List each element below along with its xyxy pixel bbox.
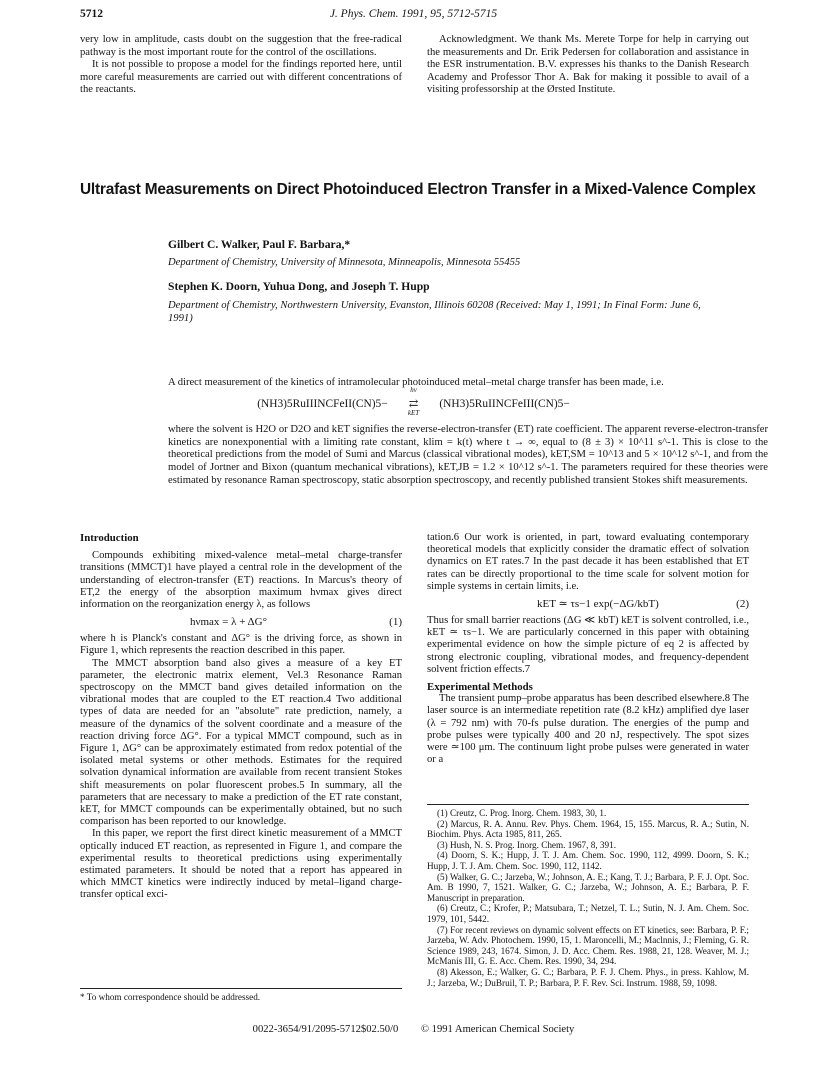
arrow-label-hv: hν — [410, 386, 417, 394]
intro-paragraph-2: where h is Planck's constant and ΔG° is the driving force, as shown in Figure 1, which represents the reaction described in this paper. — [80, 633, 402, 657]
arrow-glyph: ⇄ — [408, 398, 419, 410]
footnote-rule — [80, 988, 402, 989]
reference-item: (3) Hush, N. S. Prog. Inorg. Chem. 1967, 8, 391. — [437, 839, 616, 850]
acknowledgment: Acknowledgment. We thank Ms. Merete Torpe for help in carrying out the measurements and Dr. Erik Pedersen for collaboration and assistance in the ESR instrumentation. B.V. expresses his thanks to the Danish Research Academy and Professor Thor A. Bak for making it possible to avail of a visiting professorship at the Ørsted Institute. — [427, 34, 749, 96]
reference-item: (8) Akesson, E.; Walker, G. C.; Barbara, P. F. J. Chem. Phys., in press. Kahlow, M. J.; Jarzeba, W.; DuBruil, T. P.; Barbara, P. F. Rev. Sci. Instrum. 1988, 59, 1098. — [427, 966, 749, 988]
left-column — [80, 532, 402, 902]
prev-article-paragraph: very low in amplitude, casts doubt on the suggestion that the free-radical pathway is the most important route for the control of the oscillations. — [80, 34, 402, 58]
intro-paragraph-3: The MMCT absorption band also gives a measure of a key ET parameter, the electronic matrix element, Vel.3 Resonance Raman spectroscopy on the MMCT band gives detailed information on the vibrational modes that are coupled to the ET reaction.4 Two additional types of data are needed for an "absolute" rate prediction, namely, a measure of the dynamics of the solvent coordinate and a measure of the reaction driving force ΔG°. For a typical MMCT compound, such as in Figure 1, ΔG° can be approximately estimated from redox potential of the isolated metal systems or other methods. Estimates for the required solvation dynamical information are available from recent transient Stokes shift measurements on polar fluorescent probes.5 In summary, all the parameters that are necessary to make a prediction of the ET rate constant, kET, for MMCT compounds can be experimentally obtained, but no such comparison has been reported to our knowledge. — [80, 657, 402, 828]
footer-copyright: © 1991 American Chemical Society — [420, 1024, 575, 1035]
prev-article-left-column — [80, 34, 402, 97]
reference-item: (4) Doorn, S. K.; Hupp, J. T. J. Am. Chem. Soc. 1990, 112, 4999. Doorn, S. K.; Hupp, J. T. J. Am. Chem. Soc. 1990, 112, 1142. — [427, 850, 749, 871]
right-paragraph-2: Thus for small barrier reactions (ΔG ≪ kbT) kET is solvent controlled, i.e., kET ≃ τs−1. We are particularly concerned in this paper with obtaining experimental evidence on how the simple picture of eq 2 is affected by strong electronic coupling, vibrational modes, and frequency-dependent solvent friction effects.7 — [427, 615, 749, 675]
abstract-first-line: A direct measurement of the kinetics of intramolecular photoinduced metal–metal charge transfer has been made, i.e. — [168, 377, 664, 388]
reaction-right: (NH3)5RuIINCFeIII(CN)5− — [439, 398, 570, 410]
right-paragraph-1: tation.6 Our work is oriented, in part, toward evaluating contemporary theoretical models that explicitly consider the dramatic effect of solvation dynamics on ET rates.7 In the past decade it has been established that ET rates can be directly proportional to the time scale for solvent motion for simple systems in certain limits, i.e. — [427, 532, 749, 592]
reference-item: (7) For recent reviews on dynamic solvent effects on ET kinetics, see: Barbara, P. F.; Jarzeba, W. Adv. Photochem. 1990, 15, 1. Maroncelli, M.; Maclnnis, J.; Fleming, G. R. Science 1989, 243, 1674. Simon, J. D. Acc. Chem. Res. 1988, 21, 128. Weaver, M. J.; McManis III, G. E. Acc. Chem. Res. 1990, 34, 294. — [427, 924, 749, 967]
reference-item: (6) Creutz, C.; Krofer, P.; Matsubara, T.; Netzel, T. L.; Sutin, N. J. Am. Chem. Soc. 1979, 101, 5442. — [427, 903, 749, 924]
page-number: 5712 — [80, 8, 103, 20]
reaction-left: (NH3)5RuIIINCFeII(CN)5− — [257, 398, 388, 410]
equilibrium-arrow — [397, 386, 431, 417]
equation-2 — [427, 593, 749, 615]
references — [427, 808, 749, 988]
footer-code: 0022-3654/91/2095-5712$02.50/0 — [252, 1024, 399, 1035]
page-footer — [0, 1024, 827, 1035]
prev-article-paragraph: It is not possible to propose a model for the findings reported here, until more careful measurements are carried out with different concentrations of the reactants. — [80, 59, 402, 96]
equation-1 — [80, 611, 402, 633]
prev-article-right-column — [427, 34, 749, 97]
intro-paragraph-4: In this paper, we report the first direct kinetic measurement of a MMCT optically induced ET reaction, as represented in Figure 1, and compare the experimental results to theoretical predictions using experimentally estimated parameters. It should be noted that a report has appeared in which MMCT kinetics were indirectly induced by metal–ligand charge-transfer optical exci- — [80, 828, 402, 901]
arrow-label-ket: kET — [407, 409, 420, 417]
reference-item: (2) Marcus, R. A. Annu. Rev. Phys. Chem. 1964, 15, 155. Marcus, R. A.; Sutin, N. Biochim. Phys. Acta 1985, 811, 265. — [427, 818, 749, 840]
authors-group-1: Gilbert C. Walker, Paul F. Barbara,* — [168, 238, 351, 251]
reference-item: (5) Walker, G. C.; Jarzeba, W.; Johnson, A. E.; Kang, T. J.; Barbara, P. F. J. Opt. Soc. Am. B 1990, 7, 1521. Walker, G. C.; Jarzeba, W.; Johnson, A. E.; Barbara, P. F. Manuscript in preparation. — [427, 871, 749, 903]
correspondence-footnote: * To whom correspondence should be addressed. — [80, 992, 261, 1002]
equation-1-body: hνmax = λ + ΔG° — [190, 616, 267, 629]
running-header: J. Phys. Chem. 1991, 95, 5712-5715 — [329, 8, 498, 20]
right-paragraph-3: The transient pump–probe apparatus has been described elsewhere.8 The laser source is an intermediate repetition rate (8.2 kHz) amplified dye laser (λ = 792 nm) with 70-fs pulse duration. The energies of the pump and probe pulses were typically 400 and 20 nJ, respectively. The spot sizes were ≃100 μm. The continuum light probe pulses were generated in water or a — [427, 693, 749, 766]
article-title: Ultrafast Measurements on Direct Photoinduced Electron Transfer in a Mixed-Valence Complex — [80, 181, 756, 198]
section-heading-introduction: Introduction — [80, 532, 139, 544]
reference-item: (1) Creutz, C. Prog. Inorg. Chem. 1983, 30, 1. — [437, 808, 607, 818]
equation-2-number: (2) — [736, 598, 749, 611]
right-column — [427, 532, 749, 766]
references-rule — [427, 804, 749, 805]
intro-paragraph-1: Compounds exhibiting mixed-valence metal–metal charge-transfer transitions (MMCT)1 have played a central role in the development of the understanding of electron-transfer (ET) reactions. In Marcus's theory of ET,2 the energy of the absorption maximum hνmax gives direct information on the reorganization energy λ, as follows — [80, 550, 402, 611]
authors-group-2: Stephen K. Doorn, Yuhua Dong, and Joseph T. Hupp — [168, 280, 430, 293]
section-heading-experimental: Experimental Methods — [427, 681, 533, 694]
abstract-body: where the solvent is H2O or D2O and kET signifies the reverse-electron-transfer (ET) rate coefficient. The apparent reverse-electron-transfer kinetics are nonexponential with a limiting rate constant, klim = k(t) where t → ∞, equal to (8 ± 3) × 10^11 s^-1. This is close to the theoretical predictions from the model of Sumi and Marcus (classical vibrational modes), kET,SM = 10^13 and 5 × 10^12 s^-1, and from the model of Jortner and Bixon (quantum mechanical vibrations), kET,JB = 1.2 × 10^12 s^-1. The parameters required for these theories were estimated by resonance Raman spectroscopy, static absorption spectroscopy, and recently published transient Stokes shift measurements. — [168, 424, 768, 486]
reaction-equation — [0, 386, 827, 417]
equation-2-body: kET ≃ τs−1 exp(−ΔG/kbT) — [537, 598, 659, 611]
equation-1-number: (1) — [389, 616, 402, 629]
affiliation-2: Department of Chemistry, Northwestern University, Evanston, Illinois 60208 (Received: May 1, 1991; In Final Form: June 6, 1991) — [168, 300, 701, 324]
affiliation-1: Department of Chemistry, University of Minnesota, Minneapolis, Minnesota 55455 — [168, 257, 521, 268]
